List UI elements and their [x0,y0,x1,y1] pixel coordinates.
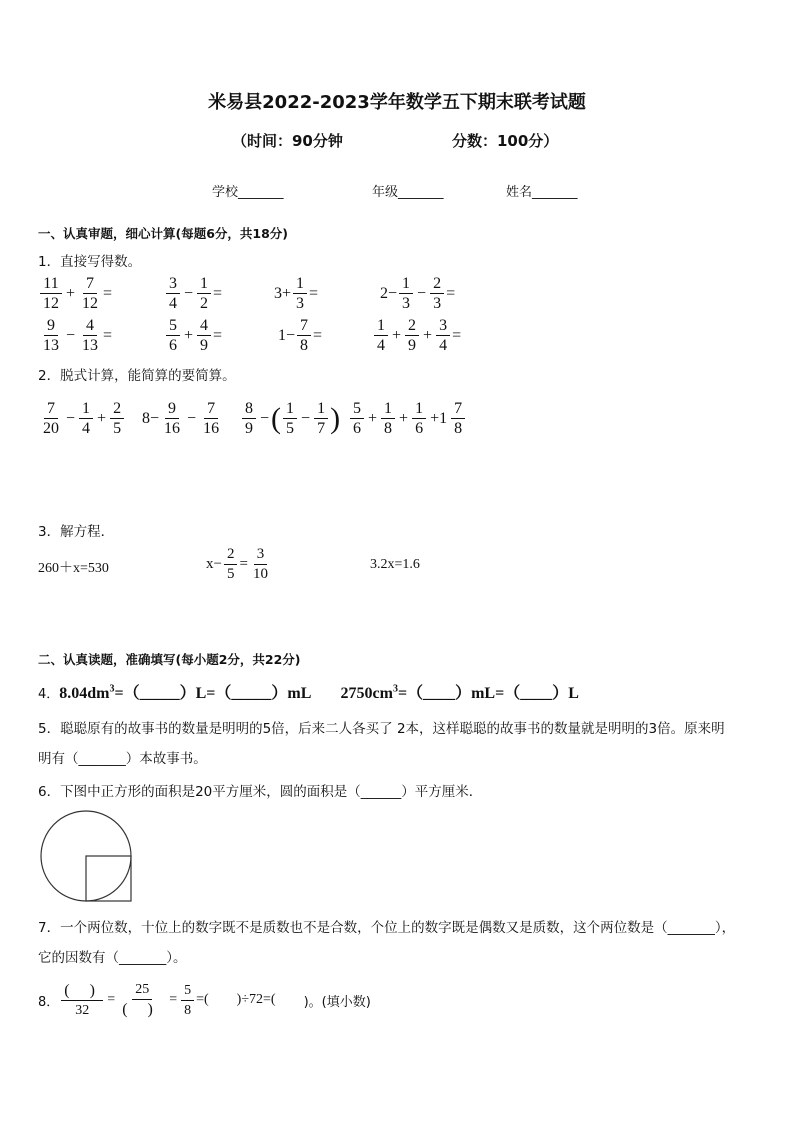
q1-item-3: 3+ $\frac{1}{3}$ = [274,275,319,312]
q6-text: 6．下图中正方形的面积是20平方厘米，圆的面积是（______）平方厘米． [38,784,483,800]
school-field: 学校_______ [212,185,284,200]
circle-square-figure [38,808,138,908]
figure-square [86,856,131,901]
exam-time: （时间：90分钟 [232,132,343,150]
q4: 4．$8.04dm^3=(\_\_\_\_\_)L=(\_\_\_\_\_)mL$ $2750cm^3=(\_\_\_\_)mL=(\_\_\_\_)L$ [38,683,579,702]
exam-score: 分数：100分） [452,132,559,150]
name-field: 姓名_______ [506,185,578,200]
q3-equation-2: x− $\frac{2}{5}$ = $\frac{3}{10}$ [206,546,268,582]
q2-expr-4: 5 6 + $\frac{1}{8}$ + $\frac{1}{6}$ +1 7 8 [348,399,467,438]
q5-line-2: 明有（_______）本故事书。 [38,751,207,767]
q3-label: 3．解方程． [38,524,115,540]
q1-item-8: 1 4 + $\frac{2}{9}$ + $\frac{3}{4}$ = [372,316,461,355]
q7-line-1: 7．一个两位数，十位上的数字既不是质数也不是合数，个位上的数字既是偶数又是质数，这个两位数是（_______）， [38,920,736,936]
q2-expr-2: 8− $\frac{9}{16}$ − $\frac{7}{16}$ [142,400,220,437]
section2-heading: 二、认真读题，准确填写(每小题2分，共22分) [38,652,301,667]
q8: 8． ( ) 32 = 25 ( ) = $\frac{5}{8}$ =( )÷72=( )。(填小数) [38,981,371,1018]
q1-item-1: 11 12 + $\frac{7}{12}$ = [38,274,112,313]
q7-line-2: 它的因数有（_______）。 [38,950,187,966]
q2-expr-1: 7 20 − $\frac{1}{4}$ + $\frac{2}{5}$ [38,399,126,438]
q1-label: 1．直接写得数。 [38,254,142,270]
q3-equation-3: 3.2x=1.6 [370,557,420,572]
q3-equation-1: 260＋x=530 [38,561,109,576]
section1-heading: 一、认真审题，细心计算(每题6分，共18分) [38,226,289,241]
q1-item-7: 1− $\frac{7}{8}$ = [278,317,323,354]
q2-label: 2．脱式计算，能简算的要简算。 [38,368,236,384]
page-title: 米易县2022-2023学年数学五下期末联考试题 [208,92,586,113]
q1-item-4: 2− $\frac{1}{3}$ − $\frac{2}{3}$ = [380,275,456,312]
q1-item-6: 5 6 + $\frac{4}{9}$ = [164,316,222,355]
grade-field: 年级_______ [372,185,444,200]
q2-expr-3: 8 9 − ( 1 5 − $\frac{1}{7}$ ) [240,399,340,438]
q5-line-1: 5．聪聪原有的故事书的数量是明明的5倍，后来二人各买了 2本，这样聪聪的故事书的数量就是明明的3倍。原来明 [38,721,725,737]
q1-item-2: 3 4 − $\frac{1}{2}$ = [164,274,222,313]
q1-item-5: 9 13 − $\frac{4}{13}$ = [43,317,113,354]
